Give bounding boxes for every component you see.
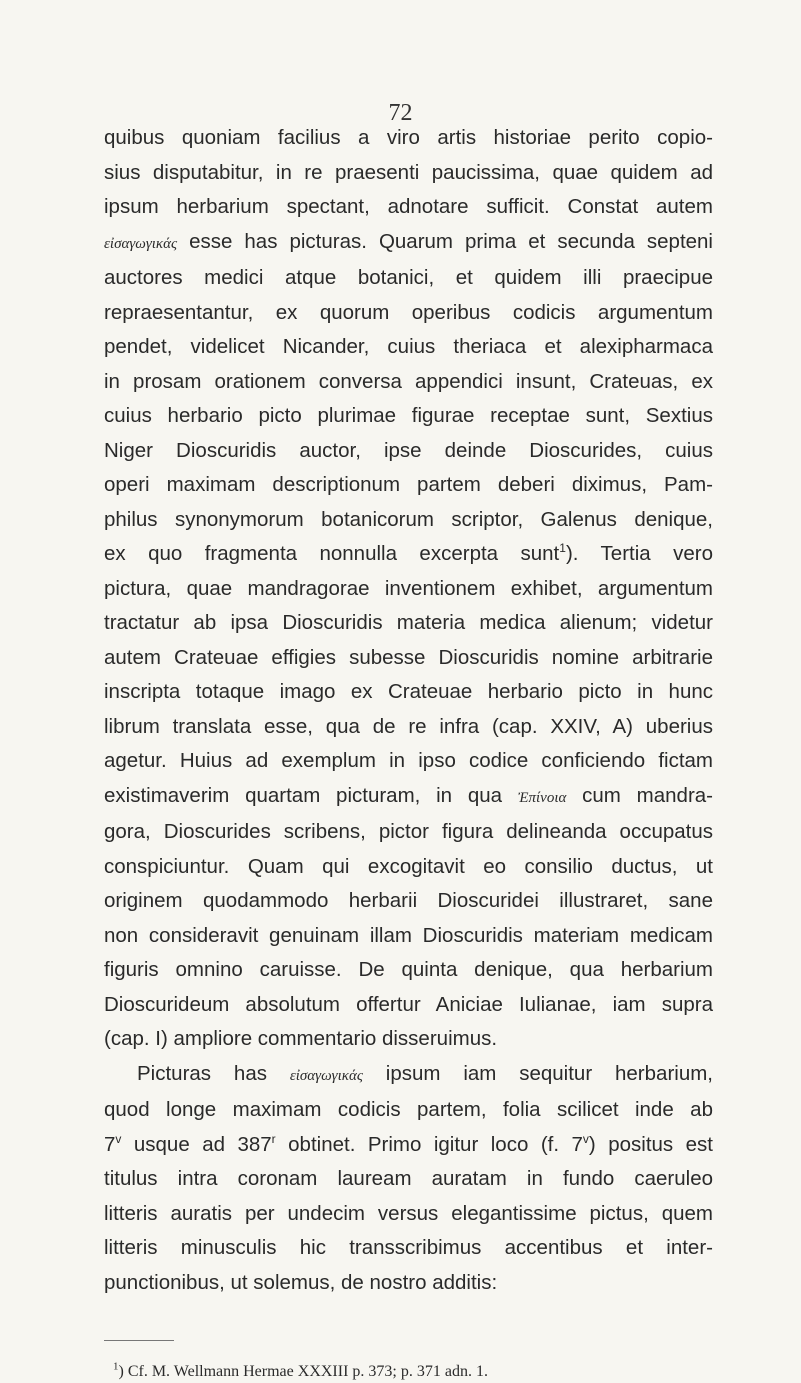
text-line: repraesentantur, ex quorum operibus codicis argumentum <box>104 300 713 324</box>
text-line: quibus quoniam facilius a viro artis historiae perito copio- <box>104 126 713 149</box>
text-line: conspiciuntur. Quam qui excogitavit eo consilio ductus, ut <box>104 854 713 878</box>
footnote-divider <box>104 1340 174 1341</box>
text-line: ipsum herbarium spectant, adnotare sufficit. Constat autem <box>104 195 713 218</box>
text-line: gora, Dioscurides scribens, pictor figura delineanda occupatus <box>104 820 713 843</box>
footnote <box>113 1361 713 1383</box>
folio-side: v <box>582 1131 589 1146</box>
page-number: 72 <box>388 100 413 126</box>
text-line: non consideravit genuinam illam Dioscuridis materiam medicam <box>104 923 713 947</box>
footnote-reference: 1 <box>559 541 566 556</box>
text-line: titulus intra coronam lauream auratam in fundo caeruleo <box>104 1167 713 1190</box>
text-line: philus synonymorum botanicorum scriptor, Galenus denique, <box>104 507 713 531</box>
text-line: 7$^v$ usque ad 387$^r$ obtinet. Primo igitur loco (f. 7$^v$) positus est <box>104 1131 713 1156</box>
folio-side: v <box>115 1131 122 1146</box>
text-line: punctionibus, ut solemus, de nostro additis: <box>104 1270 498 1294</box>
text-line: (cap. I) ampliore commentario disseruimus. <box>104 1027 498 1050</box>
text-line: in prosam orationem conversa appendici insunt, Crateuas, ex <box>104 369 713 393</box>
text-line: ex quo fragmenta nonnulla excerpta sunt$^1$). Tertia vero <box>104 541 713 565</box>
greek-word: εἰσαγωγικάς <box>104 235 178 252</box>
text-line: auctores medici atque botanici, et quidem illi praecipue <box>104 266 713 289</box>
text-line: Dioscurideum absolutum offertur Aniciae Iulianae, iam supra <box>104 992 713 1016</box>
folio-side: r <box>271 1131 276 1146</box>
footnote-mark: 1 <box>113 1360 119 1373</box>
text-line: εἰσαγωγικάς esse has picturas. Quarum prima et secunda septeni <box>104 229 713 253</box>
text-line: pictura, quae mandragorae inventionem exhibet, argumentum <box>104 576 713 600</box>
text-line: pendet, videlicet Nicander, cuius theriaca et alexipharmaca <box>104 335 713 358</box>
text-line: librum translata esse, qua de re infra (cap. XXIV, A) uberius <box>104 714 713 738</box>
footnote-text: ) Cf. M. Wellmann Hermae XXXIII p. 373; p. 371 adn. 1. <box>118 1363 488 1380</box>
text-line: sius disputabitur, in re praesenti paucissima, quae quidem ad <box>104 160 713 184</box>
text-line: operi maximam descriptionum partem deberi diximus, Pam- <box>104 473 713 496</box>
text-line: cuius herbario picto plurimae figurae receptae sunt, Sextius <box>104 404 713 427</box>
greek-word: εἰσαγωγικάς <box>289 1067 363 1084</box>
text-line: autem Crateuae effigies subesse Dioscuridis nomine arbitrarie <box>104 645 713 669</box>
text-line: litteris minusculis hic transscribimus accentibus et inter- <box>104 1236 713 1259</box>
text-line: tractatur ab ipsa Dioscuridis materia medica alienum; videtur <box>104 611 713 634</box>
text-line: inscripta totaque imago ex Crateuae herbario picto in hunc <box>104 680 713 703</box>
greek-word: Ἐπίνοια <box>517 789 567 806</box>
text-line: agetur. Huius ad exemplum in ipso codice conficiendo fictam <box>104 749 713 772</box>
text-line: litteris auratis per undecim versus elegantissime pictus, quem <box>104 1201 713 1225</box>
text-line: quod longe maximam codicis partem, folia scilicet inde ab <box>104 1098 713 1121</box>
text-line: originem quodammodo herbarii Dioscuridei illustraret, sane <box>104 889 713 912</box>
body-text <box>104 121 713 1300</box>
text-line: Niger Dioscuridis auctor, ipse deinde Dioscurides, cuius <box>104 438 713 462</box>
text-line: existimaverim quartam picturam, in qua Ἐπίνοια cum mandra- <box>104 783 713 807</box>
text-line: Picturas has εἰσαγωγικάς ipsum iam sequitur herbarium, <box>137 1061 713 1085</box>
text-line: figuris omnino caruisse. De quinta denique, qua herbarium <box>104 958 713 981</box>
